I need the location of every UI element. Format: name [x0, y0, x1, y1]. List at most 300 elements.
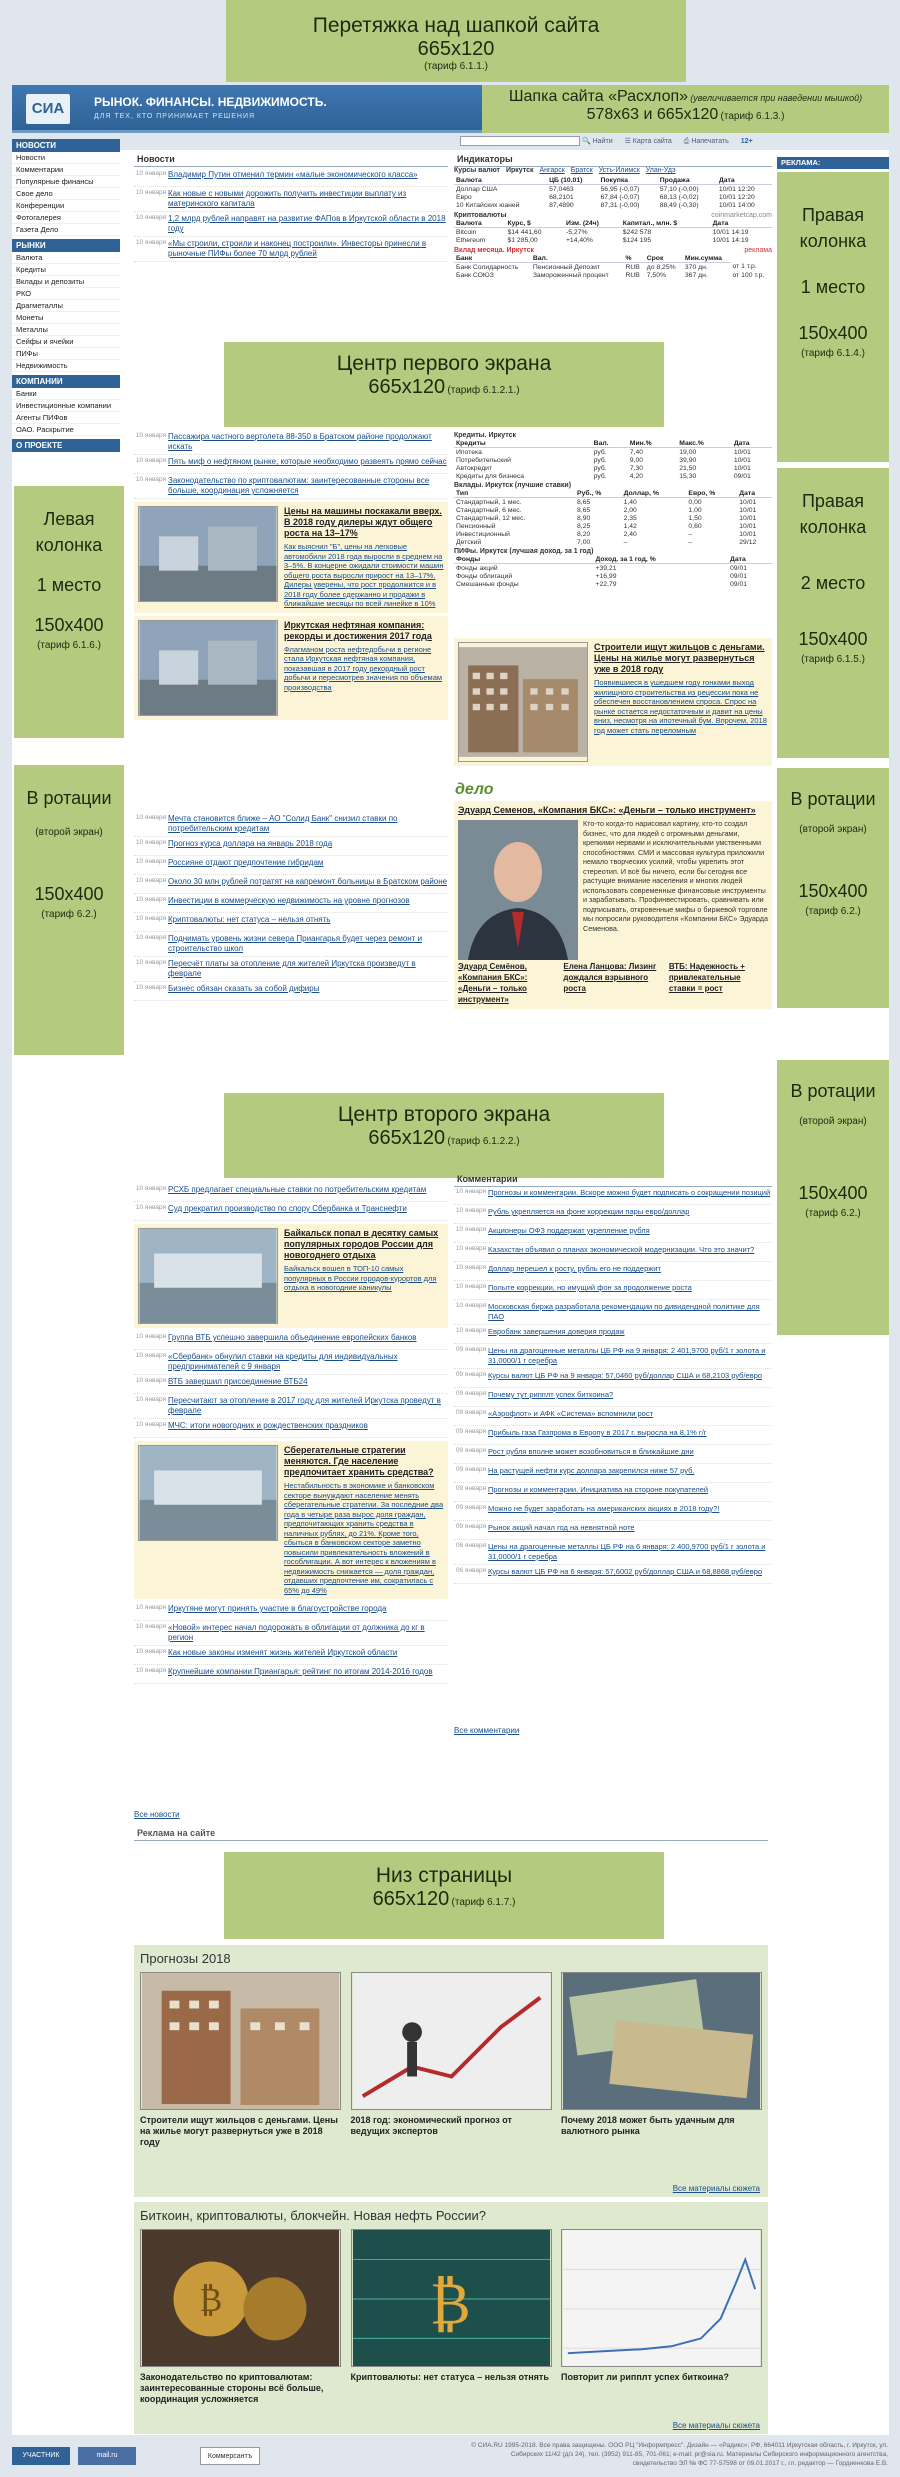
news-item[interactable] [134, 856, 448, 875]
table-cell: 8,25 [577, 522, 591, 530]
news-title[interactable]: Пять миф о нефтяном рынке, которые необходимо развеять прямо сейчас [168, 457, 447, 466]
section-title[interactable]: Биткоин, криптовалюты, блокчейн. Новая нефть России? [140, 2208, 486, 2223]
column-header: Доход. за 1 год, % [594, 555, 729, 564]
nav-item[interactable]: Валюта [12, 252, 120, 264]
comment-item[interactable] [454, 1281, 772, 1300]
news-date: 10 января [135, 959, 167, 966]
nav-item[interactable]: Монеты [12, 312, 120, 324]
table-cell: Замороженный процент [532, 271, 609, 279]
news-date: 10 января [135, 1377, 167, 1384]
table-cell: 68,13 (-0,02) [659, 193, 699, 201]
table-row[interactable] [454, 564, 772, 573]
featured-news[interactable] [134, 1441, 448, 1599]
table-row[interactable] [454, 498, 772, 507]
featured-title[interactable]: Цены на машины поскакали вверх. В 2018 году дилеры ждут общего роста на 13–17% [284, 506, 442, 538]
comment-title[interactable]: Рынок акций начал год на невнятной ноте [488, 1523, 635, 1532]
news-item[interactable] [134, 1350, 448, 1375]
tab-city[interactable]: Иркутск [505, 167, 534, 174]
comment-item[interactable] [454, 1426, 772, 1445]
news-item[interactable] [134, 812, 448, 837]
ad-label: реклама [744, 247, 772, 254]
interview-link[interactable]: Елена Ланцова: Лизинг дождался взрывного роста [563, 962, 657, 993]
news-item[interactable] [134, 1375, 448, 1394]
comment-title[interactable]: Казахстан объявил о планах экономической модернизации. Что это значит? [488, 1245, 755, 1254]
news-item[interactable] [134, 1602, 448, 1621]
banner-title: Правая колонка [799, 205, 867, 251]
table-cell: 10/01 [733, 456, 751, 464]
comment-item[interactable] [454, 1205, 772, 1224]
comment-item[interactable] [454, 1344, 772, 1369]
table-row[interactable] [454, 464, 772, 472]
table-row[interactable] [454, 506, 772, 514]
left-column-ad[interactable] [14, 486, 124, 738]
table-row[interactable] [454, 522, 772, 530]
table-cell: 10/01 14:19 [712, 228, 749, 236]
news-item[interactable] [134, 474, 448, 499]
nav-item[interactable]: Газета Дело [12, 224, 120, 236]
credits-table [454, 439, 772, 480]
featured-news[interactable] [134, 502, 448, 613]
crypto-table [454, 219, 772, 244]
table-cell: +39,21 [595, 564, 617, 572]
table-cell: 370 дн. [684, 263, 708, 271]
all-materials-link[interactable]: Все материалы сюжета [672, 2421, 760, 2430]
news-item[interactable] [134, 875, 448, 894]
column-header: Дата [728, 555, 772, 564]
comment-title[interactable]: Прогнозы и комментарии. Вскоре можно будет подписать о сокращении позиций [488, 1188, 771, 1197]
svg-text:₿: ₿ [199, 2279, 223, 2319]
nav-item[interactable]: Фотогалерея [12, 212, 120, 224]
section-title[interactable]: Прогнозы 2018 [140, 1951, 231, 1966]
table-row[interactable] [454, 538, 772, 546]
right-column-ad-1[interactable] [777, 172, 889, 462]
news-date: 10 января [135, 239, 167, 246]
table-cell: 10/01 12:20 [718, 185, 755, 193]
comment-title[interactable]: Цены на драгоценные металлы ЦБ РФ на 6 января: 2 400,9700 руб/1 г золота и 31,0000/1 г серебра [488, 1542, 766, 1561]
table-cell: Стандартный, 6 мес. [456, 506, 522, 514]
banner-size: 150x400 [798, 881, 868, 901]
news-item[interactable] [134, 1331, 448, 1350]
comment-title[interactable]: «Аэрофлот» и АФК «Система» вспомнили рост [488, 1409, 654, 1418]
sitemap-link[interactable]: Карта сайта [632, 137, 672, 145]
news-title[interactable]: «Сбербанк» обнулил ставки на кредиты для индивидуальных предпринимателей с 9 января [168, 1352, 398, 1371]
news-date: 10 января [135, 432, 167, 439]
news-title[interactable]: Криптовалюты: нет статуса – нельзя отнять [168, 915, 331, 924]
table-row[interactable] [454, 263, 772, 272]
tab-city[interactable]: Ангарск [539, 167, 565, 174]
featured-text[interactable]: Как выяснил "Б", цены на легковые автомобили 2018 года выросли в среднем на 3–5%. В концерне ожидали стоимости машин общего роста выросли прирост на 13–17%. Дилеры уверены, что рост продолжится и в 2018 году более сдержанно и продажи в ближайшие месяцы по всей линейке в 10% [284, 542, 444, 608]
banner-note: (увеличивается при наведении мышкой) [690, 93, 863, 103]
comment-item[interactable] [454, 1243, 772, 1262]
table-row[interactable] [454, 228, 772, 237]
print-icon: ⎙ [683, 137, 690, 145]
news-title[interactable]: Как новые с новыми дорожить получить инвестиции выплату из материнского капитала [168, 189, 407, 208]
story-card[interactable] [561, 2229, 762, 2405]
table-cell: 09/01 [733, 472, 751, 480]
table-row[interactable] [454, 530, 772, 538]
right-column-ad-2[interactable] [777, 468, 889, 758]
news-title[interactable]: Бизнес обязан сказать за собой дифиры [168, 984, 320, 993]
news-item[interactable] [134, 1665, 448, 1684]
bottom-page-ad[interactable] [224, 1852, 664, 1939]
comment-item[interactable] [454, 1300, 772, 1325]
comment-title[interactable]: Полыте коррекции, но имущий фон за продолжение роста [488, 1283, 692, 1292]
news-title[interactable]: Пересчёт платы за отопление для жителей Иркутска произведут в феврале [168, 959, 416, 978]
nav-item[interactable]: Свое дело [12, 188, 120, 200]
delo-interview[interactable] [454, 801, 772, 1009]
interview-link[interactable]: ВТБ: Надежность + привлекательные ставки = рост [668, 962, 745, 993]
table-cell: $14 441,60 [507, 228, 542, 236]
news-title[interactable]: Законодательство по криптовалютам: заинтересованные стороны все больше, координация усложняется [168, 476, 430, 495]
nav-section-3[interactable]: О ПРОЕКТЕ [12, 439, 120, 452]
interview-link[interactable]: Эдуард Семёнов, «Компания БКС»: «Деньги – только инструмент» [458, 962, 528, 1004]
card-title[interactable]: Почему 2018 может быть удачным для валютного рынка [561, 2115, 735, 2136]
comment-date: 09 января [455, 1523, 487, 1530]
featured-text[interactable]: Нестабильность в экономике и банковском секторе вынуждают население менять сберегательные стратегии. За последние два года в четыре раза вырос доля граждан, предпочитающих хранить средства в наличных рублях, до 21%. Кроме того, сбыться в банковском секторе заметно повысили привлекательность вложений в гособлигации. А вот интерес к вложениям в недвижимость снижается — доля граждан, отдавших предпочтение им, сократилась с 65% до 49% [284, 1481, 444, 1595]
kommersant-badge[interactable]: Коммерсантъ [200, 2447, 260, 2465]
news-title[interactable]: Иркутяне могут принять участие в благоустройстве города [168, 1604, 387, 1613]
coins-photo [140, 2229, 341, 2367]
comment-title[interactable]: Цены на драгоценные металлы ЦБ РФ на 9 января: 2 401,9700 руб/1 г золота и 31,0000/1 г серебра [488, 1346, 766, 1365]
news-date: 10 января [135, 915, 167, 922]
news-title[interactable]: 1,2 млрд рублей направят на развитие ФАПов в Иркутской области в 2018 году [168, 214, 446, 233]
table-row[interactable] [454, 448, 772, 457]
news-item[interactable] [134, 168, 448, 187]
table-row[interactable] [454, 456, 772, 464]
comment-item[interactable] [454, 1262, 772, 1281]
news-date: 10 января [135, 934, 167, 941]
nav-item[interactable]: Банки [12, 388, 120, 400]
site-logo[interactable]: СИА [26, 94, 70, 124]
nav-item[interactable]: Драгметаллы [12, 300, 120, 312]
banner-tariff: (тариф 6.2.) [805, 906, 861, 917]
table-cell: руб. [593, 464, 607, 472]
comment-item[interactable] [454, 1445, 772, 1464]
crypto-section [134, 2202, 768, 2434]
table-header [454, 254, 772, 263]
news-title[interactable]: Пассажира частного вертолета 88-350 в Братском районе продолжают искать [168, 432, 432, 451]
nav-section-1[interactable]: РЫНКИ [12, 239, 120, 252]
story-card[interactable] [561, 1972, 762, 2148]
comment-title[interactable]: Рост рубля вполне может возобновиться в ближайшие дни [488, 1447, 694, 1456]
nav-item[interactable]: ПИФы [12, 348, 120, 360]
comment-title[interactable]: Прибыль газа Газпрома в Европу в 2017 г. выросла на 8,1% г/г [488, 1428, 707, 1437]
comment-title[interactable]: Рубль укрепляется на фоне коррекции пары евро/доллар [488, 1207, 690, 1216]
table-cell: 21,50 [679, 464, 697, 472]
table-cell: $1 285,00 [507, 236, 538, 244]
print-link[interactable]: Напечатать [691, 137, 729, 145]
table-cell: 87,31 (-0,00) [600, 201, 640, 209]
table-cell: 10/01 [733, 464, 751, 472]
comment-item[interactable] [454, 1407, 772, 1426]
comment-item[interactable] [454, 1521, 772, 1540]
banner-tariff: (тариф 6.1.7.) [451, 1897, 516, 1908]
column-header: Руб., % [575, 489, 622, 498]
comment-item[interactable] [454, 1388, 772, 1407]
comment-date: 09 января [455, 1390, 487, 1397]
comment-item[interactable] [454, 1540, 772, 1565]
featured-text[interactable]: Байкальск вошел в ТОП-10 самых популярных в России городов-курортов для отдыха в новогодние каникулы [284, 1264, 437, 1292]
indicators-panel [454, 167, 772, 279]
comment-title[interactable]: Евробанк завершения доверия продаж [488, 1327, 625, 1336]
comment-title[interactable]: Московская биржа разработала рекомендации по дивидендной политике для ПАО [488, 1302, 760, 1321]
comment-date: 09 января [455, 1485, 487, 1492]
banner-title: Правая колонка [799, 491, 867, 537]
header-banner-ad[interactable] [482, 85, 889, 133]
news-title[interactable]: ВТБ завершил присоединение ВТБ24 [168, 1377, 308, 1386]
table-cell: 10/01 [739, 498, 757, 506]
center-second-screen-ad[interactable] [224, 1093, 664, 1178]
news-title[interactable]: Крупнейшие компании Приангарья: рейтинг по итогам 2014-2016 годов [168, 1667, 433, 1676]
comment-item[interactable] [454, 1565, 772, 1584]
comment-item[interactable] [454, 1325, 772, 1344]
nav-item[interactable]: Агенты ПИФов [12, 412, 120, 424]
table-cell: 1,40 [623, 498, 637, 506]
nav-item[interactable]: Вклады и депозиты [12, 276, 120, 288]
column-header: Валюта [454, 176, 547, 185]
news-item[interactable] [134, 957, 448, 982]
column-header: ЦБ (10.01) [547, 176, 598, 185]
comment-title[interactable]: Почему тут рипплт успех биткоина? [488, 1390, 614, 1399]
nav-item[interactable]: Конференции [12, 200, 120, 212]
news-item[interactable] [134, 837, 448, 856]
news-date: 10 января [135, 896, 167, 903]
table-cell: 87,4890 [549, 201, 574, 209]
news-title[interactable]: Владимир Путин отменил термин «малые экономического класса» [168, 170, 418, 179]
table-cell: от 100 т.р. [732, 271, 765, 279]
news-item[interactable] [134, 187, 448, 212]
news-item[interactable] [134, 982, 448, 1001]
comment-item[interactable] [454, 1186, 772, 1205]
story-card[interactable] [351, 1972, 552, 2148]
banner-title: Центр второго экрана [337, 1103, 551, 1126]
news-title[interactable]: Инвестиции в коммерческую недвижимость на уровне прогнозов [168, 896, 410, 905]
news-item[interactable] [134, 1621, 448, 1646]
comment-item[interactable] [454, 1502, 772, 1521]
delo-logo[interactable]: дело [455, 781, 494, 798]
comment-item[interactable] [454, 1483, 772, 1502]
news-title[interactable]: «Мы строили, строили и наконец построили». Инвесторы принесли в рыночные ПИФы более 70 млрд рублей [168, 239, 427, 258]
news-date: 10 января [135, 1667, 167, 1674]
news-title[interactable]: Поднимать уровень жизни севера Приангарья будет через ремонт и строительство школ [168, 934, 423, 953]
featured-news[interactable] [134, 1224, 448, 1328]
table-row[interactable] [454, 193, 772, 201]
table-row[interactable] [454, 472, 772, 480]
comment-title[interactable]: Можно не будет заработать на американских акциях в 2018 году?! [488, 1504, 720, 1513]
column-header: Дата [717, 176, 772, 185]
nav-item[interactable]: Недвижимость [12, 360, 120, 372]
nav-item[interactable]: РКО [12, 288, 120, 300]
nav-item[interactable]: Инвестиционные компании [12, 400, 120, 412]
column-header: Курс, $ [505, 219, 563, 228]
news-title[interactable]: РСХБ предлагает специальные ставки по потребительским кредитам [168, 1185, 427, 1194]
search-input[interactable] [460, 136, 580, 146]
nav-item[interactable]: Популярные финансы [12, 176, 120, 188]
banner-size: 150x400 [34, 615, 104, 635]
news-item[interactable] [134, 932, 448, 957]
featured-news[interactable] [134, 616, 448, 720]
news-date: 10 января [135, 214, 167, 221]
news-item[interactable] [134, 212, 448, 237]
card-title[interactable]: Законодательство по криптовалютам: заинтересованные стороны всё больше, координация усложняется [140, 2372, 324, 2404]
table-cell: Евро [456, 193, 472, 201]
table-row[interactable] [454, 514, 772, 522]
news-item[interactable] [134, 1646, 448, 1665]
news-item[interactable] [134, 894, 448, 913]
news-title[interactable]: Суд прекратил производство по спору Сбербанка и Транснефти [168, 1204, 407, 1213]
table-cell: – [688, 538, 693, 546]
table-cell: 10/01 [739, 514, 757, 522]
tab-city[interactable]: Усть-Илимск [598, 167, 640, 174]
top-banner-ad[interactable] [226, 0, 686, 82]
news-title[interactable]: Прогноз курса доллара на январь 2018 года [168, 839, 333, 848]
news-title[interactable]: Пересчитают за отопление в 2017 году для жителей Иркутска проведут в феврале [168, 1396, 441, 1415]
crypto-source[interactable]: coinmarketcap.com [711, 212, 772, 219]
left-rotation-ad[interactable] [14, 765, 124, 1055]
table-cell: руб. [593, 472, 607, 480]
table-cell: $124 195 [622, 236, 652, 244]
comment-date: 10 января [455, 1226, 487, 1233]
news-title[interactable]: Группа ВТБ успешно завершила объединение европейских банков [168, 1333, 417, 1342]
tab-city[interactable]: Улан-Удэ [645, 167, 676, 174]
news-title[interactable]: «Новой» интерес начал подорожать в облигации от должника до кг в регион [168, 1623, 425, 1642]
table-row[interactable] [454, 271, 772, 279]
right-rotation-ad-1[interactable] [777, 768, 889, 1008]
tab-city[interactable]: Братск [570, 167, 593, 174]
table-cell: Ипотека [456, 448, 482, 456]
card-title[interactable]: Повторит ли рипплт успех биткоина? [561, 2372, 729, 2382]
left-nav [12, 136, 120, 452]
nav-section-0[interactable]: НОВОСТИ [12, 139, 120, 152]
news-item[interactable] [134, 1183, 448, 1202]
table-cell: +14,40% [565, 236, 593, 244]
footer-copyright: © СИА.RU 1995-2018. Все права защищены. ООО РЦ "Информпресс". Дизайн — «Радикс»; РФ, 664011 Иркутская область, г. Иркутск, ул. Сибирских 11/42 (д/з 24), тел. (3952) 911-85, 701-061; e-mail: pr@sia.ru. Материалы Сибирского информационного агентства, свидетельство ЭЛ № ФС 77-57598 от 09.01.2017 г., гл. редактор — Гордиенкова Е.В. [471, 2442, 888, 2467]
comment-title[interactable]: На растущей нефти курс доллара закрепился ниже 57 руб. [488, 1466, 695, 1475]
news-date: 10 января [135, 877, 167, 884]
deposit-table [454, 254, 772, 279]
featured-title[interactable]: Байкальск попал в десятку самых популярных городов России для новогоднего отдыха [284, 1228, 439, 1260]
all-materials-link[interactable]: Все материалы сюжета [672, 2184, 760, 2193]
banner-tariff: (тариф 6.2.) [805, 1208, 861, 1219]
comment-item[interactable] [454, 1224, 772, 1243]
news-item[interactable] [134, 1394, 448, 1419]
banner-size: 150x400 [34, 884, 104, 904]
card-title[interactable]: 2018 год: экономический прогноз от ведущих экспертов [350, 2115, 512, 2136]
featured-title[interactable]: Иркутская нефтяная компания: рекорды и достижения 2017 года [284, 619, 432, 641]
nav-item[interactable]: Новости [12, 152, 120, 164]
nav-item[interactable]: Кредиты [12, 264, 120, 276]
table-cell: 7,40 [629, 448, 644, 456]
table-row[interactable] [454, 580, 772, 588]
news-item[interactable] [134, 237, 448, 262]
story-card[interactable] [351, 2229, 552, 2405]
nav-item[interactable]: Комментарии [12, 164, 120, 176]
featured-text[interactable]: Флагманом роста нефтедобычи в регионе стала Иркутская нефтяная компания, показавшая в 2017 году рекордный рост добычи и пересмотрев значения по объемам производства [284, 644, 443, 692]
search-icon[interactable]: 🔍 [581, 137, 591, 145]
news-item[interactable] [134, 455, 448, 474]
column-header: Кредиты [454, 439, 592, 448]
column-header: Банк [454, 254, 531, 263]
news-photo [138, 1228, 278, 1324]
table-cell: 56,95 (-0,07) [600, 185, 640, 193]
news-title[interactable]: Около 30 млн рублей потратят на капремонт больницы в Братском районе [168, 877, 448, 886]
banner-screen: (второй экран) [799, 824, 867, 835]
feature-title[interactable]: Строители ищут жильцов с деньгами. Цены на жилье могут развернуться уже в 2018 году [594, 642, 765, 674]
center-first-screen-ad[interactable] [224, 342, 664, 427]
table-row[interactable] [454, 236, 772, 244]
table-cell: 0,00 [688, 498, 702, 506]
news-date: 10 января [135, 1396, 167, 1403]
feature-text[interactable]: Появившиеся в ушедшем году гонками выход жилищного строительства из рецессии пока не обеспечен восстановлением спроса. Спрос на рынке остается недостаточным и давит на цены вниз, несмотря на ипотечный бум. Впрочем, 2018 год может стать переломным [594, 678, 767, 735]
member-badge[interactable]: УЧАСТНИК [12, 2447, 70, 2465]
tab-city[interactable]: Курсы валют [454, 167, 500, 174]
all-news-link[interactable]: Все новости [134, 1810, 180, 1819]
news-date: 10 января [135, 839, 167, 846]
table-header [454, 176, 772, 185]
banner-size: 665x120 [368, 1127, 446, 1149]
comment-date: 06 января [455, 1542, 487, 1549]
comment-item[interactable] [454, 1369, 772, 1388]
nav-item[interactable]: Сейфы и ячейки [12, 336, 120, 348]
right-rotation-ad-2[interactable] [777, 1060, 889, 1335]
comment-title[interactable]: Прогнозы и комментарии. Инициатива на стороне покупателей [488, 1485, 709, 1494]
table-cell: руб. [593, 448, 607, 456]
news-title[interactable]: Россияне отдают предпочтение гибридам [168, 858, 324, 867]
news-title[interactable]: Как новые законы изменят жизнь жителей Иркутской области [168, 1648, 398, 1657]
news-title[interactable]: МЧС: итоги новогодних и рождественских праздников [168, 1421, 368, 1430]
comment-title[interactable]: Курсы валют ЦБ РФ на 6 января: 57,6002 руб/доллар США и 68,8868 руб/евро [488, 1567, 763, 1576]
search-button[interactable]: Найти [592, 137, 613, 145]
news-heading: Новости [134, 152, 448, 167]
table-header [454, 439, 772, 448]
table-row[interactable] [454, 201, 772, 209]
right-feature[interactable] [454, 638, 772, 766]
card-title[interactable]: Криптовалюты: нет статуса – нельзя отнять [350, 2372, 549, 2382]
banner-tariff: (тариф 6.1.6.) [37, 640, 101, 651]
table-row[interactable] [454, 572, 772, 580]
news-item[interactable] [134, 913, 448, 932]
card-title[interactable]: Строители ищут жильцов с деньгами. Цены на жилье могут развернуться уже в 2018 году [140, 2115, 338, 2147]
mailru-counter[interactable]: mail.ru [78, 2447, 136, 2465]
news-date: 10 января [135, 476, 167, 483]
comment-title[interactable]: Курсы валют ЦБ РФ на 9 января: 57,0460 руб/доллар США и 68,2103 руб/евро [488, 1371, 763, 1380]
featured-title[interactable]: Сберегательные стратегии меняются. Где население предпочитает хранить средства? [284, 1445, 434, 1477]
banner-tariff: (тариф 6.1.4.) [801, 348, 865, 359]
nav-item[interactable]: ОАО. Раскрытие [12, 424, 120, 436]
news-photo [138, 620, 278, 716]
table-row[interactable] [454, 185, 772, 194]
comment-date: 09 января [455, 1346, 487, 1353]
comment-title[interactable]: Доллар перешел к росту, рубль его не поддержит [488, 1264, 661, 1273]
nav-item[interactable]: Металлы [12, 324, 120, 336]
all-comments-link[interactable]: Все комментарии [454, 1726, 520, 1735]
news-title[interactable]: Мечта становится ближе – АО "Солид Банк" снизил ставки по потребительским кредитам [168, 814, 398, 833]
table-cell: 2,35 [623, 514, 637, 522]
nav-section-2[interactable]: КОМПАНИИ [12, 375, 120, 388]
story-card[interactable] [140, 2229, 341, 2405]
table-cell: 7,00 [577, 538, 591, 546]
comment-title[interactable]: Акционеры ОФЗ поддержат укрепление рубля [488, 1226, 650, 1235]
comment-item[interactable] [454, 1464, 772, 1483]
news-item[interactable] [134, 1419, 448, 1438]
news-item[interactable] [134, 430, 448, 455]
story-card[interactable] [140, 1972, 341, 2148]
news-item[interactable] [134, 1202, 448, 1221]
table-cell: $242 578 [622, 228, 652, 236]
interview-title[interactable]: Эдуард Семенов, «Компания БКС»: «Деньги – только инструмент» [458, 805, 756, 815]
table-cell: от 1 т.р. [732, 263, 757, 271]
comment-date: 10 января [455, 1188, 487, 1195]
